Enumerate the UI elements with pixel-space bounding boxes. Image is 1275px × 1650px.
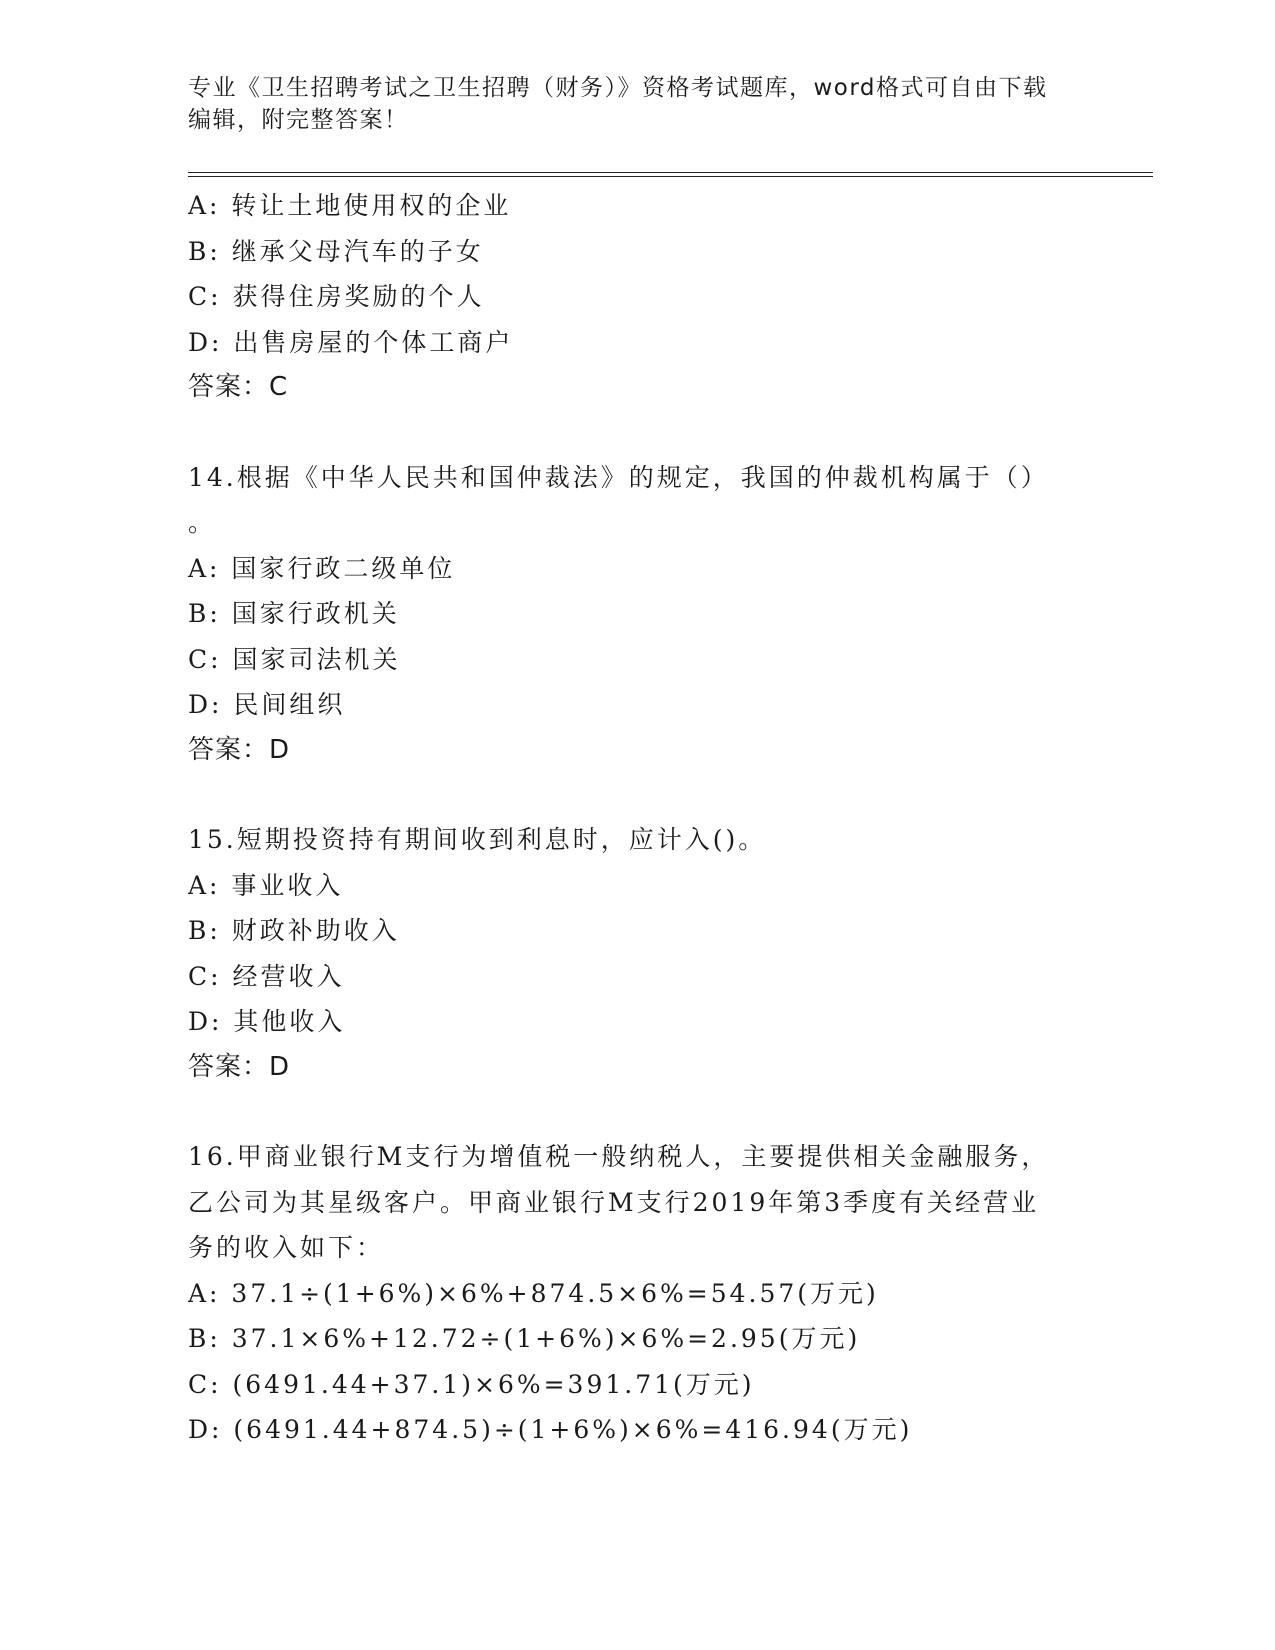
question-14 [188,455,1153,774]
option-c: C: 经营收入 [188,961,345,991]
option-c: C: 国家司法机关 [188,644,401,674]
option-d: D: (6491.44+874.5)÷(1+6%)×6%=416.94(万元) [188,1415,913,1444]
question-list [188,183,1153,1453]
answer-label: 答案：C [188,372,289,402]
option-b: B: 财政补助收入 [188,916,400,945]
question-stem: 16.甲商业银行M支行为增值税一般纳税人，主要提供相关金融服务， [188,1142,1050,1171]
question-stem-continued: 。 [188,508,217,537]
header-divider [188,172,1153,177]
option-d: D: 其他收入 [188,1007,346,1036]
option-d: D: 出售房屋的个体工商户 [188,327,514,357]
document-page [188,72,1153,1453]
question-stem-continued: 务的收入如下： [188,1233,385,1262]
option-b: B: 继承父母汽车的子女 [188,236,484,266]
option-d: D: 民间组织 [188,690,346,719]
option-a: A: 事业收入 [188,870,344,900]
question-15 [188,817,1153,1090]
option-a: A: 转让土地使用权的企业 [188,191,512,220]
question-13 [188,183,1153,411]
question-16 [188,1134,1153,1453]
option-b: B: 37.1×6%+12.72÷(1+6%)×6%=2.95(万元) [188,1324,861,1353]
question-stem-continued: 乙公司为其星级客户。甲商业银行M支行2019年第3季度有关经营业 [188,1187,1040,1217]
question-stem: 14.根据《中华人民共和国仲裁法》的规定，我国的仲裁机构属于（） [188,462,1049,492]
option-c: C: 获得住房奖励的个人 [188,282,485,311]
question-stem: 15.短期投资持有期间收到利息时，应计入()。 [188,825,767,854]
answer-label: 答案：D [188,734,291,765]
option-c: C: (6491.44+37.1)×6%=391.71(万元) [188,1369,755,1399]
document-header: 专业《卫生招聘考试之卫生招聘（财务）》资格考试题库，word格式可自由下载编辑，附完整答案！ [188,75,1048,133]
option-a: A: 37.1÷(1+6%)×6%+874.5×6%=54.57(万元) [188,1278,879,1308]
answer-label: 答案：D [188,1051,291,1082]
option-a: A: 国家行政二级单位 [188,553,456,583]
option-b: B: 国家行政机关 [188,599,400,628]
